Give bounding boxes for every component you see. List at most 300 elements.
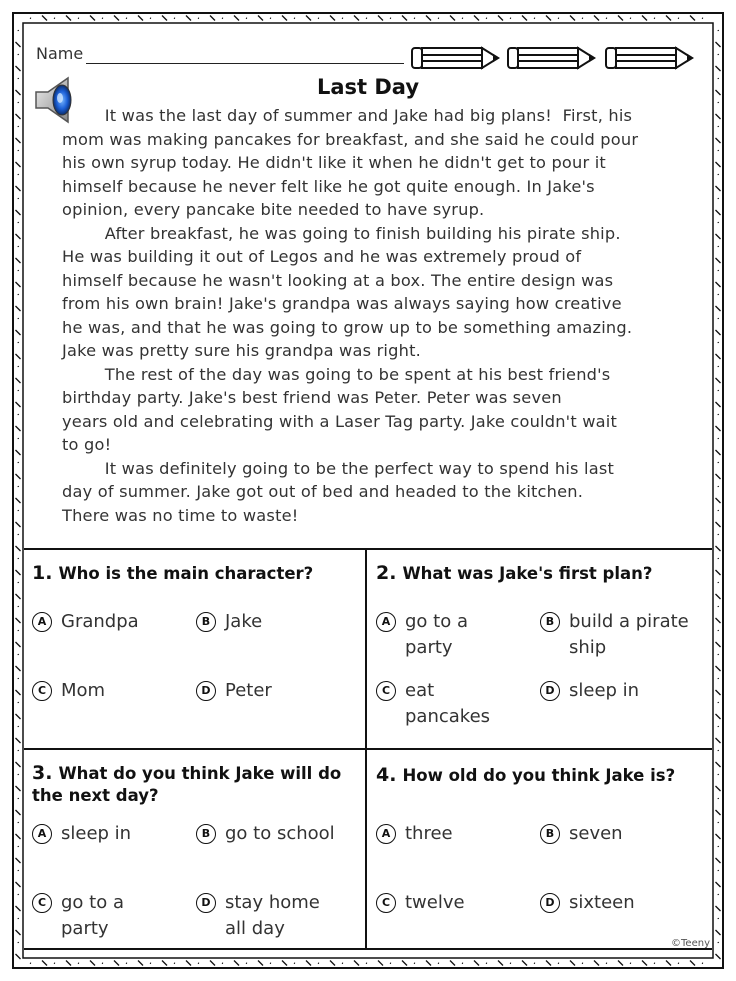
border-mark <box>718 270 719 271</box>
story-line: The rest of the day was going to be spent at his best friend's <box>62 364 611 384</box>
option-letter: C <box>376 681 396 701</box>
question-4 <box>376 764 706 787</box>
border-mark <box>16 114 21 119</box>
option-letter: D <box>540 681 560 701</box>
question-text: How old do you think Jake is? <box>402 766 676 785</box>
border-mark <box>678 963 679 964</box>
border-mark <box>718 390 719 391</box>
border-mark <box>716 642 721 647</box>
border-mark <box>716 210 721 215</box>
border-mark <box>450 961 455 966</box>
question-text: What was Jake's first plan? <box>402 564 653 583</box>
border-mark <box>18 438 19 439</box>
border-mark <box>282 961 287 966</box>
border-mark <box>270 18 271 19</box>
border-mark <box>330 961 335 966</box>
border-mark <box>42 16 47 21</box>
border-mark <box>126 963 127 964</box>
option-text: build a pirate ship <box>569 611 689 658</box>
border-mark <box>18 270 19 271</box>
question-number: 1. <box>32 562 53 584</box>
story-line: from his own brain! Jake's grandpa was always saying how creative <box>62 294 622 313</box>
border-mark <box>16 330 21 335</box>
option-text: go to a party <box>405 611 468 658</box>
border-mark <box>54 18 55 19</box>
border-mark <box>510 963 511 964</box>
border-mark <box>210 961 215 966</box>
border-mark <box>18 294 19 295</box>
border-mark <box>642 961 647 966</box>
option-letter: B <box>196 824 216 844</box>
option-text: stay home all day <box>225 892 320 939</box>
border-mark <box>716 378 721 383</box>
option-text: Mom <box>61 680 106 701</box>
option-text: Grandpa <box>61 611 139 632</box>
divider <box>24 948 712 950</box>
border-mark <box>138 961 143 966</box>
border-mark <box>258 16 263 21</box>
border-mark <box>138 16 143 21</box>
option-text: seven <box>569 823 623 844</box>
border-mark <box>210 16 215 21</box>
border-mark <box>716 906 721 911</box>
border-mark <box>594 961 599 966</box>
border-mark <box>718 30 719 31</box>
border-mark <box>534 963 535 964</box>
story-line: It was definitely going to be the perfect way to spend his last <box>62 458 615 478</box>
divider <box>24 748 712 750</box>
border-mark <box>716 882 721 887</box>
option-text: sixteen <box>569 892 635 913</box>
question-number: 3. <box>32 762 53 784</box>
option-text: Jake <box>225 611 263 632</box>
border-mark <box>18 630 19 631</box>
border-mark <box>16 858 21 863</box>
border-mark <box>718 630 719 631</box>
border-mark <box>718 366 719 367</box>
border-mark <box>18 342 19 343</box>
border-mark <box>718 558 719 559</box>
answer-option[interactable] <box>32 821 131 847</box>
option-letter: A <box>32 824 52 844</box>
border-mark <box>716 66 721 71</box>
border-mark <box>582 18 583 19</box>
border-mark <box>716 546 721 551</box>
question-3 <box>32 762 342 807</box>
border-mark <box>16 786 21 791</box>
answer-option[interactable] <box>196 890 345 942</box>
option-text: twelve <box>405 892 465 913</box>
border-mark <box>582 963 583 964</box>
border-mark <box>16 810 21 815</box>
border-mark <box>414 18 415 19</box>
border-mark <box>16 642 21 647</box>
border-mark <box>366 963 367 964</box>
border-mark <box>16 162 21 167</box>
border-mark <box>462 963 463 964</box>
border-mark <box>716 786 721 791</box>
border-mark <box>718 894 719 895</box>
border-mark <box>666 961 671 966</box>
border-mark <box>390 18 391 19</box>
option-text: sleep in <box>61 823 132 844</box>
border-mark <box>366 18 367 19</box>
border-mark <box>18 462 19 463</box>
border-mark <box>558 963 559 964</box>
border-mark <box>716 450 721 455</box>
border-mark <box>716 690 721 695</box>
border-mark <box>716 354 721 359</box>
border-mark <box>414 963 415 964</box>
border-mark <box>718 798 719 799</box>
option-letter: B <box>196 612 216 632</box>
answer-option[interactable] <box>376 890 465 916</box>
border-mark <box>66 16 71 21</box>
border-mark <box>16 522 21 527</box>
border-mark <box>718 342 719 343</box>
border-mark <box>718 510 719 511</box>
border-mark <box>606 18 607 19</box>
border-mark <box>78 18 79 19</box>
border-mark <box>718 918 719 919</box>
border-mark <box>54 963 55 964</box>
border-mark <box>718 678 719 679</box>
border-mark <box>234 961 239 966</box>
border-mark <box>16 954 21 959</box>
answer-option[interactable] <box>540 609 689 661</box>
border-mark <box>16 882 21 887</box>
border-mark <box>16 570 21 575</box>
border-mark <box>66 961 71 966</box>
border-mark <box>718 582 719 583</box>
answer-option[interactable] <box>32 890 161 942</box>
story-line: mom was making pancakes for breakfast, and she said he could pour <box>62 129 639 149</box>
story-line: his own syrup today. He didn't like it when he didn't get to pour it <box>62 153 606 172</box>
border-mark <box>102 963 103 964</box>
border-mark <box>630 963 631 964</box>
answer-option[interactable] <box>32 609 139 635</box>
border-mark <box>18 870 19 871</box>
border-mark <box>18 126 19 127</box>
border-mark <box>474 16 479 21</box>
border-mark <box>654 18 655 19</box>
name-input-line[interactable] <box>86 63 404 64</box>
border-mark <box>16 714 21 719</box>
pencil-icon <box>410 40 710 76</box>
option-text: go to a party <box>61 892 124 939</box>
border-mark <box>716 306 721 311</box>
border-mark <box>258 961 263 966</box>
border-mark <box>16 834 21 839</box>
question-grid <box>24 548 712 950</box>
border-mark <box>716 498 721 503</box>
answer-option[interactable] <box>32 678 105 704</box>
border-mark <box>18 390 19 391</box>
border-mark <box>716 114 721 119</box>
border-mark <box>18 414 19 415</box>
answer-option[interactable] <box>376 821 453 847</box>
border-mark <box>716 42 721 47</box>
border-mark <box>294 963 295 964</box>
option-letter: C <box>32 681 52 701</box>
border-mark <box>16 186 21 191</box>
border-mark <box>222 18 223 19</box>
option-text: eat pancakes <box>405 680 491 727</box>
option-letter: A <box>376 824 396 844</box>
border-mark <box>126 18 127 19</box>
answer-option[interactable] <box>196 678 272 704</box>
border-mark <box>30 18 31 19</box>
border-mark <box>522 961 527 966</box>
option-text: three <box>405 823 453 844</box>
page-title: Last Day <box>316 75 420 99</box>
border-mark <box>16 42 21 47</box>
border-mark <box>16 666 21 671</box>
border-mark <box>630 18 631 19</box>
border-mark <box>546 16 551 21</box>
border-mark <box>16 474 21 479</box>
border-mark <box>162 961 167 966</box>
border-mark <box>18 894 19 895</box>
question-3-prompt <box>32 762 342 807</box>
border-mark <box>426 16 431 21</box>
border-mark <box>186 961 191 966</box>
question-4-prompt <box>376 764 706 787</box>
option-letter: D <box>540 893 560 913</box>
border-mark <box>716 282 721 287</box>
border-mark <box>18 54 19 55</box>
border-mark <box>16 306 21 311</box>
border-mark <box>18 150 19 151</box>
border-mark <box>642 16 647 21</box>
story-line: He was building it out of Legos and he was extremely proud of <box>62 247 582 266</box>
border-mark <box>90 16 95 21</box>
option-letter: C <box>32 893 52 913</box>
border-mark <box>16 138 21 143</box>
border-mark <box>716 258 721 263</box>
border-mark <box>716 330 721 335</box>
question-1 <box>32 562 357 585</box>
border-mark <box>16 450 21 455</box>
border-mark <box>16 354 21 359</box>
border-mark <box>718 846 719 847</box>
border-mark <box>690 16 695 21</box>
border-mark <box>486 963 487 964</box>
border-mark <box>716 570 721 575</box>
option-letter: A <box>32 612 52 632</box>
border-mark <box>718 822 719 823</box>
question-1-prompt <box>32 562 357 585</box>
border-mark <box>606 963 607 964</box>
border-mark <box>306 961 311 966</box>
border-mark <box>716 810 721 815</box>
border-mark <box>570 961 575 966</box>
border-mark <box>718 486 719 487</box>
border-mark <box>462 18 463 19</box>
border-mark <box>618 16 623 21</box>
border-mark <box>342 18 343 19</box>
border-mark <box>498 961 503 966</box>
border-mark <box>318 963 319 964</box>
border-mark <box>18 726 19 727</box>
answer-option[interactable] <box>196 821 335 847</box>
border-mark <box>510 18 511 19</box>
border-mark <box>618 961 623 966</box>
border-mark <box>594 16 599 21</box>
border-mark <box>718 942 719 943</box>
border-mark <box>716 930 721 935</box>
option-text: go to school <box>225 823 335 844</box>
border-mark <box>18 486 19 487</box>
border-mark <box>378 16 383 21</box>
border-mark <box>18 750 19 751</box>
border-mark <box>718 702 719 703</box>
border-mark <box>716 954 721 959</box>
border-mark <box>702 963 703 964</box>
question-number: 4. <box>376 764 397 786</box>
border-mark <box>474 961 479 966</box>
option-letter: D <box>196 681 216 701</box>
border-mark <box>16 234 21 239</box>
border-mark <box>18 366 19 367</box>
question-text: Who is the main character? <box>58 564 314 583</box>
border-mark <box>18 654 19 655</box>
border-mark <box>716 618 721 623</box>
border-mark <box>534 18 535 19</box>
divider <box>24 548 712 550</box>
border-mark <box>16 594 21 599</box>
story-line: he was, and that he was going to grow up to be something amazing. <box>62 317 633 337</box>
border-mark <box>702 18 703 19</box>
border-mark <box>18 774 19 775</box>
border-mark <box>342 963 343 964</box>
option-text: Peter <box>225 680 272 701</box>
story-passage <box>62 104 682 527</box>
border-mark <box>16 426 21 431</box>
question-text: What do you think Jake will do the next day? <box>32 764 342 805</box>
answer-option[interactable] <box>376 609 505 661</box>
story-line: There was no time to waste! <box>62 505 299 525</box>
border-mark <box>16 762 21 767</box>
border-mark <box>174 963 175 964</box>
border-mark <box>114 961 119 966</box>
border-mark <box>16 930 21 935</box>
border-mark <box>18 102 19 103</box>
border-mark <box>16 906 21 911</box>
border-mark <box>718 198 719 199</box>
border-mark <box>18 702 19 703</box>
border-mark <box>18 534 19 535</box>
border-mark <box>716 522 721 527</box>
border-mark <box>718 246 719 247</box>
border-mark <box>18 846 19 847</box>
answer-option[interactable] <box>376 678 505 730</box>
border-mark <box>716 402 721 407</box>
answer-option[interactable] <box>540 890 635 916</box>
border-mark <box>522 16 527 21</box>
border-mark <box>378 961 383 966</box>
answer-option[interactable] <box>196 609 262 635</box>
border-mark <box>90 961 95 966</box>
border-mark <box>716 186 721 191</box>
border-mark <box>198 963 199 964</box>
story-line: himself because he never felt like he got quite enough. In Jake's <box>62 176 595 196</box>
border-mark <box>18 942 19 943</box>
border-mark <box>18 198 19 199</box>
border-mark <box>718 750 719 751</box>
border-mark <box>18 582 19 583</box>
border-mark <box>18 174 19 175</box>
border-mark <box>78 963 79 964</box>
story-line: to go! <box>62 435 112 454</box>
border-mark <box>18 510 19 511</box>
border-mark <box>716 738 721 743</box>
border-mark <box>16 690 21 695</box>
story-line: himself because he wasn't looking at a box. The entire design was <box>62 270 614 290</box>
story-line: day of summer. Jake got out of bed and headed to the kitchen. <box>62 482 584 501</box>
border-mark <box>678 18 679 19</box>
border-mark <box>716 138 721 143</box>
answer-option[interactable] <box>540 821 623 847</box>
border-mark <box>450 16 455 21</box>
border-mark <box>16 738 21 743</box>
border-mark <box>246 18 247 19</box>
question-number: 2. <box>376 562 397 584</box>
border-mark <box>716 474 721 479</box>
border-mark <box>16 258 21 263</box>
question-2 <box>376 562 706 585</box>
border-mark <box>718 174 719 175</box>
border-mark <box>18 798 19 799</box>
border-mark <box>30 963 31 964</box>
border-mark <box>718 462 719 463</box>
border-mark <box>18 606 19 607</box>
border-mark <box>174 18 175 19</box>
border-mark <box>718 102 719 103</box>
border-mark <box>390 963 391 964</box>
answer-option[interactable] <box>540 678 639 704</box>
border-mark <box>198 18 199 19</box>
border-mark <box>18 918 19 919</box>
border-mark <box>16 546 21 551</box>
border-mark <box>426 961 431 966</box>
border-mark <box>18 222 19 223</box>
border-mark <box>16 210 21 215</box>
border-mark <box>718 870 719 871</box>
border-mark <box>282 16 287 21</box>
border-mark <box>558 18 559 19</box>
border-mark <box>546 961 551 966</box>
border-mark <box>270 963 271 964</box>
option-text: sleep in <box>569 680 640 701</box>
border-mark <box>18 318 19 319</box>
border-mark <box>162 16 167 21</box>
border-mark <box>354 16 359 21</box>
border-mark <box>718 150 719 151</box>
border-mark <box>716 714 721 719</box>
story-line: years old and celebrating with a Laser Tag party. Jake couldn't wait <box>62 411 618 431</box>
option-letter: B <box>540 612 560 632</box>
border-mark <box>18 822 19 823</box>
border-mark <box>114 16 119 21</box>
border-mark <box>16 402 21 407</box>
border-mark <box>102 18 103 19</box>
border-mark <box>654 963 655 964</box>
border-mark <box>306 16 311 21</box>
border-mark <box>718 126 719 127</box>
border-mark <box>716 666 721 671</box>
border-mark <box>16 66 21 71</box>
